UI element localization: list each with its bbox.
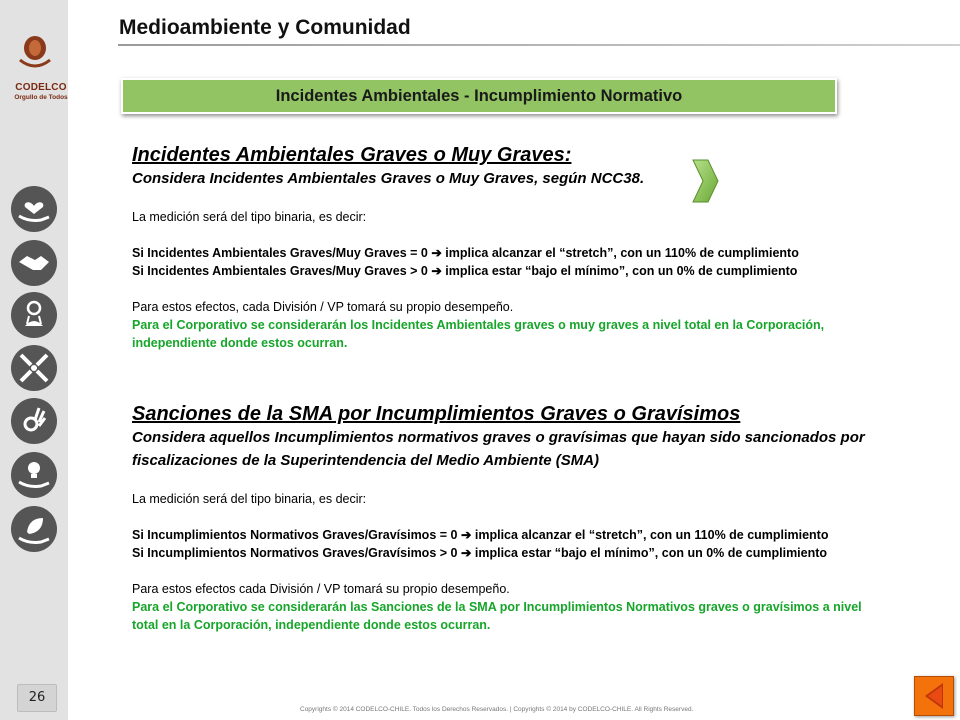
back-arrow-icon	[915, 677, 953, 715]
section1-rule-1: Si Incidentes Ambientales Graves/Muy Graves = 0 ➔ implica alcanzar el “stretch”, con un 110% de cumplimiento	[132, 246, 799, 260]
heart-hand-icon[interactable]	[11, 186, 57, 232]
section-incidentes	[132, 144, 952, 352]
codelco-logo	[6, 30, 68, 101]
leaf-hand-icon[interactable]	[11, 506, 57, 552]
sidebar	[0, 0, 68, 720]
section1-subheading: Considera Incidentes Ambientales Graves o Muy Graves, según NCC38.	[132, 170, 645, 187]
footer-copyright: Copyrights © 2014 CODELCO-CHILE. Todos los Derechos Reservados. | Copyrights © 2014 by CODELCO-CHILE. All Rights Reserved.	[300, 706, 694, 713]
section-banner: Incidentes Ambientales - Incumplimiento Normativo	[121, 78, 837, 114]
brand-tagline: Orgullo de Todos	[14, 94, 68, 101]
section1-rule-2: Si Incidentes Ambientales Graves/Muy Graves > 0 ➔ implica estar “bajo el mínimo”, con un 0% de cumplimiento	[132, 264, 798, 278]
section2-intro: La medición será del tipo binaria, es decir:	[132, 492, 367, 506]
brand-name: CODELCO	[15, 82, 67, 93]
page-number: 26	[17, 684, 57, 712]
section1-note: Para estos efectos, cada División / VP tomará su propio desempeño.	[132, 300, 514, 314]
arrows-center-icon[interactable]	[11, 345, 57, 391]
codelco-emblem-icon	[6, 30, 64, 80]
section1-corporate-note-2: independiente donde estos ocurran.	[132, 336, 348, 350]
person-award-icon[interactable]	[11, 292, 57, 338]
section1-corporate-note-1: Para el Corporativo se considerarán los Incidentes Ambientales graves o muy graves a nivel total en la Corporación,	[132, 318, 825, 332]
section2-rule-1: Si Incumplimientos Normativos Graves/Gravísimos = 0 ➔ implica alcanzar el “stretch”, con un 110% de cumplimiento	[132, 528, 829, 542]
section2-subheading-2: fiscalizaciones de la Superintendencia del Medio Ambiente (SMA)	[132, 452, 600, 469]
section2-corporate-note-2: total en la Corporación, independiente donde estos ocurran.	[132, 618, 491, 632]
section-sanciones	[132, 403, 952, 634]
section2-heading: Sanciones de la SMA por Incumplimientos Graves o Gravísimos	[132, 403, 741, 425]
back-button[interactable]	[914, 676, 954, 716]
page-title: Medioambiente y Comunidad	[119, 16, 411, 39]
section1-intro: La medición será del tipo binaria, es decir:	[132, 210, 367, 224]
section2-subheading-1: Considera aquellos Incumplimientos normativos graves o gravísimas que hayan sido sancionados por	[132, 429, 865, 446]
section2-note: Para estos efectos cada División / VP tomará su propio desempeño.	[132, 582, 510, 596]
handshake-icon[interactable]	[11, 240, 57, 286]
section2-corporate-note-1: Para el Corporativo se considerarán las Sanciones de la SMA por Incumplimientos Normativos graves o gravísimos a nivel	[132, 600, 862, 614]
title-divider	[118, 44, 960, 46]
section1-heading: Incidentes Ambientales Graves o Muy Graves:	[132, 144, 572, 166]
lightbulb-hand-icon[interactable]	[11, 452, 57, 498]
section2-rule-2: Si Incumplimientos Normativos Graves/Gravísimos > 0 ➔ implica estar “bajo el mínimo”, con un 0% de cumplimiento	[132, 546, 828, 560]
ok-hand-icon[interactable]	[11, 398, 57, 444]
